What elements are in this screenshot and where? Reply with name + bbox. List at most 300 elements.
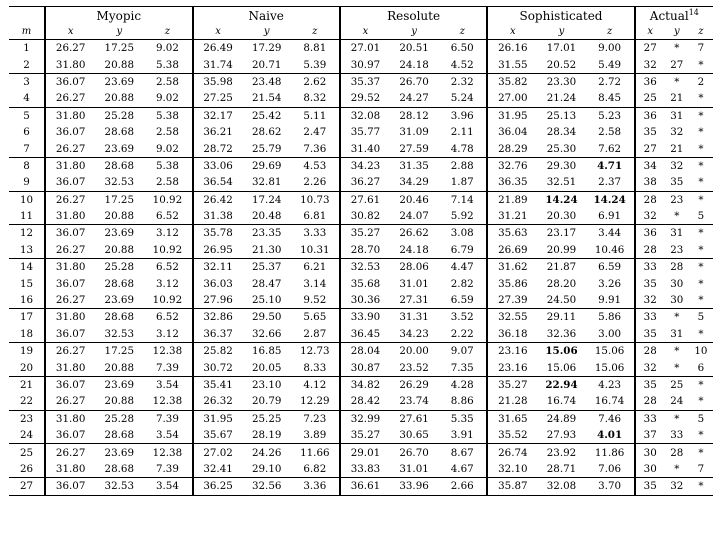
cell-actual-x: 35 (635, 376, 665, 393)
cell-sophisticated-y: 23.92 (537, 444, 585, 461)
cell-naive-y: 25.25 (243, 410, 291, 427)
cell-myopic-y: 17.25 (95, 40, 143, 57)
cell-myopic-y: 17.25 (95, 191, 143, 208)
cell-sophisticated-x: 21.89 (487, 191, 537, 208)
cell-actual-x: 34 (635, 157, 665, 174)
cell-sophisticated-z: 6.59 (586, 259, 635, 276)
row-m-value: 26 (19, 462, 34, 475)
sub-header-myopic-x: x (45, 24, 95, 40)
cell-resolute-x: 35.68 (340, 275, 390, 291)
cell-myopic-y: 28.68 (104, 429, 135, 442)
cell-resolute-x: 30.97 (340, 56, 390, 73)
group-header-resolute: Resolute (340, 7, 487, 25)
cell-actual-y: * (665, 40, 689, 57)
cell-actual-x: 32 (635, 56, 665, 73)
cell-naive-x: 25.82 (193, 343, 243, 360)
cell-naive-x: 36.25 (193, 478, 243, 495)
cell-actual-z: * (689, 444, 713, 461)
cell-naive-x: 35.98 (193, 73, 243, 90)
cell-myopic-y: 20.88 (104, 58, 135, 71)
cell-resolute-y: 28.06 (390, 259, 438, 276)
cell-naive-z: 12.29 (300, 395, 330, 408)
cell-actual-x: 30 (635, 461, 665, 478)
cell-resolute-z: 5.92 (450, 210, 474, 223)
cell-myopic-y: 23.69 (95, 225, 143, 242)
cell-actual-x: 30 (635, 444, 665, 461)
cell-myopic-z: 10.92 (143, 191, 192, 208)
cell-sophisticated-z: 7.62 (598, 142, 622, 155)
cell-resolute-x: 35.27 (340, 225, 390, 242)
row-m-value: 1 (9, 40, 45, 57)
cell-naive-x: 27.02 (193, 444, 243, 461)
cell-sophisticated-y: 28.34 (546, 126, 577, 139)
cell-actual-z: 6 (697, 361, 705, 374)
row-m-value: 23 (9, 410, 45, 427)
cell-myopic-y: 28.68 (104, 462, 135, 475)
cell-actual-z: 7 (697, 462, 705, 475)
cell-sophisticated-x: 21.28 (487, 393, 537, 410)
cell-sophisticated-y: 28.20 (546, 277, 577, 290)
cell-naive-z: 5.11 (291, 107, 340, 124)
cell-sophisticated-y: 22.94 (537, 376, 585, 393)
cell-actual-y: 31 (665, 225, 689, 242)
table-row (9, 191, 713, 208)
cell-myopic-x: 31.80 (45, 107, 95, 124)
row-m-value: 18 (19, 327, 34, 340)
cell-resolute-z: 2.22 (450, 327, 474, 340)
table-row (9, 427, 713, 444)
cell-sophisticated-z: 2.58 (598, 126, 622, 139)
cell-myopic-z: 3.54 (143, 478, 192, 495)
cell-sophisticated-x: 31.95 (487, 107, 537, 124)
cell-myopic-z: 3.12 (143, 225, 192, 242)
cell-naive-z: 10.31 (300, 243, 330, 256)
actual-footnote-marker: 14 (688, 8, 699, 17)
cell-resolute-y: 26.70 (390, 444, 438, 461)
cell-resolute-z: 2.11 (450, 126, 474, 139)
cell-sophisticated-z: 8.45 (598, 92, 622, 105)
cell-myopic-x: 26.27 (45, 242, 95, 259)
cell-myopic-z: 7.39 (155, 462, 179, 475)
cell-sophisticated-z: 2.37 (598, 176, 622, 189)
cell-sophisticated-z: 3.44 (586, 225, 635, 242)
cell-myopic-x: 31.80 (45, 208, 95, 225)
cell-myopic-y: 28.68 (95, 157, 143, 174)
row-m-value: 7 (23, 142, 30, 155)
cell-actual-x: 36 (635, 73, 665, 90)
cell-myopic-x: 36.07 (45, 376, 95, 393)
cell-sophisticated-z: 9.91 (598, 294, 622, 307)
cell-sophisticated-y: 27.93 (546, 429, 577, 442)
cell-sophisticated-z: 5.86 (586, 309, 635, 326)
cell-resolute-y: 33.96 (390, 478, 438, 495)
cell-myopic-x: 31.80 (45, 309, 95, 326)
cell-naive-z: 4.53 (291, 157, 340, 174)
cell-resolute-y: 31.01 (399, 462, 429, 475)
cell-resolute-x: 33.83 (340, 461, 390, 478)
cell-naive-z: 5.65 (291, 309, 340, 326)
cell-myopic-y: 23.69 (95, 73, 143, 90)
cell-naive-z: 7.23 (291, 410, 340, 427)
cell-sophisticated-x: 32.10 (487, 461, 537, 478)
table-row (9, 326, 713, 343)
cell-naive-x: 36.37 (193, 326, 243, 343)
cell-naive-x: 30.72 (193, 359, 243, 376)
cell-sophisticated-z: 5.49 (598, 58, 622, 71)
cell-actual-z: 7 (689, 40, 713, 57)
cell-myopic-y: 23.69 (95, 376, 143, 393)
cell-sophisticated-z: 3.26 (598, 277, 622, 290)
cell-resolute-x: 35.37 (340, 73, 390, 90)
table-row (9, 107, 713, 124)
cell-naive-z: 3.89 (303, 429, 327, 442)
cell-naive-z: 2.47 (303, 126, 327, 139)
header-corner (9, 7, 45, 25)
group-header-naive: Naive (193, 7, 340, 25)
cell-resolute-y: 27.61 (390, 410, 438, 427)
cell-resolute-z: 5.35 (438, 410, 487, 427)
cell-actual-y: 30 (670, 294, 684, 307)
cell-sophisticated-x: 28.29 (487, 140, 537, 157)
cell-sophisticated-x: 31.21 (487, 208, 537, 225)
cell-naive-z: 12.73 (291, 343, 340, 360)
cell-naive-x: 33.06 (193, 157, 243, 174)
cell-actual-z: * (698, 327, 704, 340)
cell-sophisticated-y: 24.50 (546, 294, 577, 307)
table-row (9, 259, 713, 276)
cell-actual-y: 31 (670, 327, 684, 340)
cell-myopic-z: 9.02 (155, 92, 179, 105)
cell-myopic-z: 2.58 (155, 176, 179, 189)
cell-resolute-y: 31.31 (390, 309, 438, 326)
cell-naive-x: 31.95 (193, 410, 243, 427)
cell-myopic-x: 26.27 (45, 444, 95, 461)
cell-actual-x: 35 (635, 326, 665, 343)
cell-resolute-z: 4.67 (450, 462, 474, 475)
cell-actual-y: 33 (670, 429, 684, 442)
table-row (9, 174, 713, 191)
row-m-value: 13 (19, 243, 34, 256)
cell-sophisticated-y: 28.71 (546, 462, 577, 475)
cell-resolute-y: 24.18 (399, 58, 429, 71)
cell-myopic-y: 23.69 (95, 444, 143, 461)
cell-resolute-x: 32.99 (340, 410, 390, 427)
m-column-header: m (9, 24, 45, 40)
cell-resolute-y: 28.12 (390, 107, 438, 124)
cell-sophisticated-z: 7.46 (586, 410, 635, 427)
cell-resolute-y: 24.27 (399, 92, 429, 105)
cell-naive-x: 35.67 (193, 427, 243, 444)
cell-sophisticated-z: 15.06 (594, 361, 625, 374)
table-row (9, 140, 713, 157)
cell-actual-z: 10 (689, 343, 713, 360)
cell-myopic-z: 7.39 (143, 410, 192, 427)
cell-myopic-y: 20.88 (104, 395, 135, 408)
cell-naive-y: 32.81 (251, 176, 282, 189)
cell-actual-y: 31 (665, 107, 689, 124)
cell-actual-x: 32 (635, 359, 665, 376)
cell-actual-z: * (698, 395, 704, 408)
sub-header-sophisticated-z: z (586, 24, 635, 40)
cell-resolute-z: 2.82 (450, 277, 474, 290)
cell-resolute-x: 35.27 (340, 427, 390, 444)
row-m-value: 6 (23, 126, 30, 139)
cell-actual-y: * (665, 73, 689, 90)
cell-actual-y: 21 (670, 142, 684, 155)
cell-naive-x: 32.17 (193, 107, 243, 124)
sub-header-resolute-x: x (340, 24, 390, 40)
cell-myopic-z: 3.54 (143, 376, 192, 393)
cell-sophisticated-x: 26.16 (487, 40, 537, 57)
cell-actual-x: 27 (635, 140, 665, 157)
cell-myopic-x: 31.80 (45, 359, 95, 376)
cell-myopic-z: 12.38 (143, 444, 192, 461)
cell-sophisticated-z: 15.06 (586, 343, 635, 360)
cell-myopic-y: 32.53 (104, 176, 135, 189)
cell-naive-x: 35.41 (193, 376, 243, 393)
cell-resolute-x: 30.36 (340, 292, 390, 309)
cell-naive-y: 28.62 (251, 126, 282, 139)
cell-myopic-y: 20.88 (104, 210, 135, 223)
row-m-value: 9 (23, 176, 30, 189)
cell-resolute-y: 20.46 (390, 191, 438, 208)
cell-myopic-z: 12.38 (152, 395, 183, 408)
table-row (9, 461, 713, 478)
cell-resolute-x: 28.42 (340, 393, 390, 410)
cell-myopic-x: 36.07 (45, 326, 95, 343)
cell-naive-x: 27.25 (193, 90, 243, 107)
cell-naive-y: 32.56 (243, 478, 291, 495)
cell-sophisticated-x: 36.04 (487, 124, 537, 140)
cell-myopic-y: 20.88 (104, 92, 135, 105)
cell-actual-y: * (674, 462, 680, 475)
cell-myopic-x: 36.07 (45, 73, 95, 90)
cell-sophisticated-y: 20.99 (546, 243, 577, 256)
cell-myopic-z: 2.58 (155, 126, 179, 139)
cell-sophisticated-x: 26.69 (487, 242, 537, 259)
cell-resolute-y: 24.07 (399, 210, 429, 223)
cell-myopic-x: 31.80 (45, 56, 95, 73)
cell-myopic-z: 5.38 (155, 58, 179, 71)
cell-sophisticated-x: 35.87 (487, 478, 537, 495)
cell-naive-y: 28.47 (251, 277, 282, 290)
cell-resolute-x: 34.23 (340, 157, 390, 174)
cell-naive-x: 28.72 (193, 140, 243, 157)
cell-naive-z: 8.32 (303, 92, 327, 105)
table-row (9, 73, 713, 90)
cell-sophisticated-x: 32.76 (487, 157, 537, 174)
cell-resolute-z: 8.67 (438, 444, 487, 461)
sub-header-resolute-z: z (438, 24, 487, 40)
cell-actual-z: 2 (689, 73, 713, 90)
group-header-myopic: Myopic (45, 7, 192, 25)
cell-actual-y: 24 (670, 395, 684, 408)
cell-sophisticated-y: 32.08 (537, 478, 585, 495)
cell-resolute-x: 31.40 (340, 140, 390, 157)
cell-sophisticated-y: 32.36 (546, 327, 577, 340)
cell-sophisticated-y: 25.30 (546, 142, 577, 155)
cell-resolute-x: 32.53 (340, 259, 390, 276)
cell-resolute-z: 6.50 (438, 40, 487, 57)
cell-naive-z: 11.66 (291, 444, 340, 461)
cell-resolute-y: 26.70 (390, 73, 438, 90)
cell-naive-y: 20.05 (251, 361, 282, 374)
cell-resolute-x: 28.04 (340, 343, 390, 360)
cell-naive-x: 32.11 (193, 259, 243, 276)
cell-myopic-x: 31.80 (45, 461, 95, 478)
cell-resolute-z: 2.32 (438, 73, 487, 90)
cell-actual-y: 30 (670, 277, 684, 290)
cell-resolute-x: 30.87 (340, 359, 390, 376)
actual-label: Actual (649, 9, 689, 23)
cell-myopic-x: 36.07 (45, 124, 95, 140)
cell-myopic-y: 23.69 (104, 294, 135, 307)
cell-resolute-z: 7.35 (450, 361, 474, 374)
cell-sophisticated-x: 35.63 (487, 225, 537, 242)
row-m-value: 2 (23, 58, 30, 71)
cell-naive-y: 29.10 (251, 462, 282, 475)
cell-resolute-z: 8.86 (450, 395, 474, 408)
cell-actual-x: 33 (635, 259, 665, 276)
cell-naive-y: 21.54 (251, 92, 282, 105)
cell-sophisticated-z: 4.71 (586, 157, 635, 174)
row-m-value: 11 (19, 210, 34, 223)
cell-myopic-y: 25.28 (95, 107, 143, 124)
cell-resolute-x: 36.27 (340, 174, 390, 191)
cell-sophisticated-y: 21.24 (546, 92, 577, 105)
sub-header-actual-x: x (635, 24, 665, 40)
cell-resolute-y: 23.74 (399, 395, 429, 408)
cell-sophisticated-x: 35.82 (487, 73, 537, 90)
cell-myopic-y: 17.25 (95, 343, 143, 360)
cell-myopic-y: 20.88 (104, 361, 135, 374)
cell-actual-y: 21 (670, 92, 684, 105)
cell-resolute-z: 2.66 (438, 478, 487, 495)
cell-naive-y: 28.19 (251, 429, 282, 442)
cell-myopic-y: 28.68 (104, 277, 135, 290)
cell-resolute-z: 5.24 (450, 92, 474, 105)
cell-myopic-z: 2.58 (143, 73, 192, 90)
cell-myopic-z: 9.02 (155, 142, 179, 155)
cell-actual-y: 28 (665, 444, 689, 461)
cell-naive-x: 36.21 (193, 124, 243, 140)
cell-actual-x: 38 (635, 174, 665, 191)
cell-actual-y: 35 (670, 176, 684, 189)
sub-header-naive-x: x (193, 24, 243, 40)
cell-actual-z: 5 (689, 410, 713, 427)
cell-resolute-z: 6.59 (450, 294, 474, 307)
cell-resolute-x: 27.61 (340, 191, 390, 208)
cell-naive-y: 17.24 (243, 191, 291, 208)
cell-actual-y: 23 (670, 243, 684, 256)
cell-naive-z: 2.87 (303, 327, 327, 340)
cell-actual-x: 37 (635, 427, 665, 444)
cell-myopic-x: 36.07 (45, 427, 95, 444)
table-row (9, 478, 713, 495)
row-m-value: 21 (9, 376, 45, 393)
cell-naive-z: 8.33 (303, 361, 327, 374)
cell-myopic-x: 36.07 (45, 478, 95, 495)
cell-actual-y: 25 (665, 376, 689, 393)
row-m-value: 24 (19, 429, 34, 442)
cell-actual-x: 28 (635, 242, 665, 259)
cell-naive-x: 36.03 (193, 275, 243, 291)
cell-myopic-y: 25.28 (95, 410, 143, 427)
cell-resolute-z: 4.28 (438, 376, 487, 393)
cell-sophisticated-z: 11.86 (586, 444, 635, 461)
results-table (9, 6, 713, 496)
cell-actual-x: 36 (635, 107, 665, 124)
cell-naive-y: 25.37 (243, 259, 291, 276)
row-m-value: 20 (19, 361, 34, 374)
cell-sophisticated-y: 15.06 (546, 361, 577, 374)
cell-myopic-y: 20.88 (104, 243, 135, 256)
row-m-value: 14 (9, 259, 45, 276)
cell-resolute-x: 34.82 (340, 376, 390, 393)
cell-resolute-y: 27.59 (399, 142, 429, 155)
cell-sophisticated-z: 4.23 (586, 376, 635, 393)
cell-naive-x: 36.54 (193, 174, 243, 191)
cell-naive-x: 32.41 (193, 461, 243, 478)
cell-sophisticated-x: 31.65 (487, 410, 537, 427)
cell-myopic-y: 28.68 (104, 126, 135, 139)
cell-actual-x: 35 (635, 478, 665, 495)
cell-naive-x: 35.78 (193, 225, 243, 242)
cell-myopic-z: 5.38 (143, 157, 192, 174)
cell-naive-y: 32.66 (251, 327, 282, 340)
cell-actual-z: * (698, 58, 704, 71)
cell-naive-z: 2.62 (291, 73, 340, 90)
cell-resolute-x: 32.08 (340, 107, 390, 124)
cell-naive-z: 6.81 (303, 210, 327, 223)
table-row (9, 225, 713, 242)
cell-resolute-y: 26.62 (390, 225, 438, 242)
cell-actual-z: * (689, 478, 713, 495)
cell-resolute-y: 20.00 (390, 343, 438, 360)
cell-actual-x: 35 (635, 124, 665, 140)
cell-resolute-x: 29.01 (340, 444, 390, 461)
cell-sophisticated-x: 27.39 (487, 292, 537, 309)
cell-actual-z: * (689, 225, 713, 242)
cell-naive-z: 9.52 (303, 294, 327, 307)
cell-naive-y: 20.48 (251, 210, 282, 223)
cell-resolute-z: 6.79 (450, 243, 474, 256)
row-m-value: 19 (9, 343, 45, 360)
cell-sophisticated-z: 9.00 (586, 40, 635, 57)
cell-actual-x: 27 (635, 40, 665, 57)
cell-resolute-y: 31.35 (390, 157, 438, 174)
cell-myopic-z: 3.12 (155, 277, 179, 290)
cell-actual-x: 35 (635, 275, 665, 291)
cell-resolute-z: 3.91 (450, 429, 474, 442)
cell-sophisticated-y: 32.51 (546, 176, 577, 189)
cell-resolute-z: 2.88 (438, 157, 487, 174)
cell-actual-x: 28 (635, 191, 665, 208)
cell-myopic-x: 31.80 (45, 157, 95, 174)
row-m-value: 25 (9, 444, 45, 461)
cell-actual-x: 25 (635, 90, 665, 107)
cell-resolute-z: 9.07 (438, 343, 487, 360)
cell-sophisticated-y: 25.13 (537, 107, 585, 124)
cell-myopic-x: 26.27 (45, 292, 95, 309)
cell-naive-y: 25.10 (251, 294, 282, 307)
cell-myopic-y: 23.69 (104, 142, 135, 155)
sub-header-myopic-y: y (95, 24, 143, 40)
cell-naive-y: 25.42 (243, 107, 291, 124)
cell-sophisticated-y: 20.30 (546, 210, 577, 223)
table-row (9, 292, 713, 309)
cell-naive-z: 10.73 (291, 191, 340, 208)
